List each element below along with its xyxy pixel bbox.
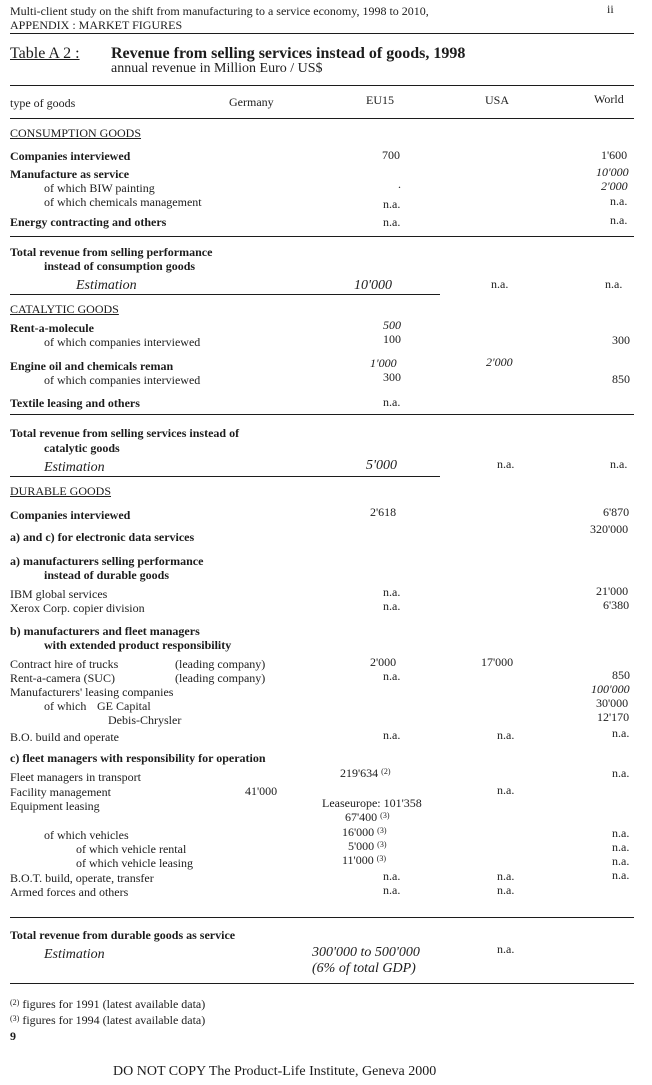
row-label: of which vehicles xyxy=(44,828,129,842)
row-note: (leading company) xyxy=(175,657,266,671)
section-rule xyxy=(10,414,634,415)
row-label: Manufacture as service xyxy=(10,167,130,181)
cell-usa: n.a. xyxy=(497,883,515,897)
cell-world: n.a. xyxy=(612,840,630,854)
cell-world: 6'870 xyxy=(603,505,630,519)
section-rule xyxy=(10,917,634,918)
row-label: Textile leasing and others xyxy=(10,396,140,410)
subsection-heading-cont: instead of durable goods xyxy=(44,568,170,582)
row-label: Companies interviewed xyxy=(10,149,131,163)
row-label: Manufacturers' leasing companies xyxy=(10,685,174,699)
cell-eu15: n.a. xyxy=(383,883,401,897)
total-label-cont: instead of consumption goods xyxy=(44,259,196,273)
cell-eu15: n.a. xyxy=(383,215,401,229)
subsection-heading: a) manufacturers selling performance xyxy=(10,554,204,568)
total-label-cont: catalytic goods xyxy=(44,441,120,455)
footer-copyright: DO NOT COPY The Product-Life Institute, Geneva 2000 xyxy=(113,1064,437,1079)
row-label: of which vehicle rental xyxy=(76,842,187,856)
estimation-eu15: 10'000 xyxy=(354,278,392,293)
cell-world: n.a. xyxy=(612,854,630,868)
cell-world: 21'000 xyxy=(596,584,629,598)
section-durable-heading: DURABLE GOODS xyxy=(10,484,112,498)
cell-world: n.a. xyxy=(610,213,628,227)
row-label: Rent-a-camera (SUC) xyxy=(10,671,115,685)
total-label: Total revenue from selling performance xyxy=(10,245,213,259)
subsection-heading-cont: with extended product responsibility xyxy=(44,638,232,652)
row-label: Facility management xyxy=(10,785,111,799)
cell-world: 850 xyxy=(612,668,630,682)
cell-eu15: 300 xyxy=(383,370,401,384)
appendix-label: APPENDIX : MARKET FIGURES xyxy=(10,18,183,32)
page-mark: 9 xyxy=(10,1029,16,1043)
cell-eu15: 500 xyxy=(383,318,401,332)
row-label: Armed forces and others xyxy=(10,885,129,899)
subsection-heading: a) and c) for electronic data services xyxy=(10,530,195,544)
col-usa-header: USA xyxy=(485,93,510,107)
cell-world: 1'600 xyxy=(601,148,628,162)
cell-eu15: 5'000 $^{(3)}$ xyxy=(348,839,387,853)
cell-world: 30'000 xyxy=(596,696,629,710)
cell-eu15: n.a. xyxy=(383,869,401,883)
row-label: B.O. build and operate xyxy=(10,730,119,744)
cell-world: 100'000 xyxy=(591,682,630,696)
cell-eu15: Leaseurope: 101'358 xyxy=(322,796,422,810)
estimation-usa: n.a. xyxy=(497,457,515,471)
cell-eu15: 2'000 xyxy=(370,655,397,669)
cell-eu15: 67'400 $^{(3)}$ xyxy=(345,810,390,824)
table-bottom-rule xyxy=(10,983,634,984)
cell-usa: 2'000 xyxy=(486,355,513,369)
row-label: Debis-Chrysler xyxy=(108,713,182,727)
cell-eu15: n.a. xyxy=(383,395,401,409)
section-consumption-heading: CONSUMPTION GOODS xyxy=(10,126,142,140)
footnote-3: $^{(3)}$ figures for 1994 (latest available data) xyxy=(10,1013,206,1027)
cell-world: 10'000 xyxy=(596,165,629,179)
cell-eu15: n.a. xyxy=(383,728,401,742)
cell-world: 300 xyxy=(612,333,630,347)
table-subtitle: annual revenue in Million Euro / US$ xyxy=(111,61,323,76)
table-title: Revenue from selling services instead of goods, 1998 xyxy=(111,45,466,62)
cell-world: 2'000 xyxy=(601,179,628,193)
cell-world: n.a. xyxy=(612,826,630,840)
estimation-world: n.a. xyxy=(610,457,628,471)
header-rule xyxy=(10,33,634,34)
study-title: Multi-client study on the shift from manufacturing to a service economy, 1998 to 2010, xyxy=(10,4,429,18)
cell-world: 850 xyxy=(612,372,630,386)
cell-eu15: n.a. xyxy=(383,585,401,599)
cell-world: 6'380 xyxy=(603,598,630,612)
section-rule xyxy=(10,236,634,237)
cell-usa: n.a. xyxy=(497,869,515,883)
row-label: Energy contracting and others xyxy=(10,215,167,229)
estimation-label: Estimation xyxy=(44,947,105,962)
header-row-rule xyxy=(10,118,634,119)
row-label: Rent-a-molecule xyxy=(10,321,94,335)
total-label: Total revenue from selling services instead of xyxy=(10,426,240,440)
estimation-eu15-note: (6% of total GDP) xyxy=(312,961,416,976)
row-note: (leading company) xyxy=(175,671,266,685)
row-label: of which companies interviewed xyxy=(44,373,201,387)
table-top-rule xyxy=(10,85,634,86)
cell-eu15: 11'000 $^{(3)}$ xyxy=(342,853,387,867)
row-label: IBM global services xyxy=(10,587,108,601)
total-label: Total revenue from durable goods as service xyxy=(10,928,236,942)
row-label-prefix: of which xyxy=(44,699,87,713)
row-label: of which BIW painting xyxy=(44,181,155,195)
cell-eu15: 2'618 xyxy=(370,505,397,519)
cell-world: 320'000 xyxy=(590,522,629,536)
row-label: B.O.T. build, operate, transfer xyxy=(10,871,154,885)
estimation-world: n.a. xyxy=(605,277,623,291)
subsection-heading: b) manufacturers and fleet managers xyxy=(10,624,200,638)
cell-eu15: 1'000 xyxy=(370,356,397,370)
estimation-usa: n.a. xyxy=(491,277,509,291)
cell-eu15: 700 xyxy=(382,148,400,162)
row-label: Fleet managers in transport xyxy=(10,770,141,784)
page-number: ii xyxy=(607,2,614,16)
col-eu15-header: EU15 xyxy=(366,93,394,107)
cell-world: 12'170 xyxy=(597,710,630,724)
estimation-label: Estimation xyxy=(44,460,105,475)
cell-eu15: n.a. xyxy=(383,599,401,613)
subsection-heading: c) fleet managers with responsibility for operation xyxy=(10,751,266,765)
row-label: GE Capital xyxy=(97,699,151,713)
cell-usa: n.a. xyxy=(497,783,515,797)
cell-eu15: 100 xyxy=(383,332,401,346)
estimation-rule xyxy=(10,476,440,477)
row-label: of which companies interviewed xyxy=(44,335,201,349)
row-label: of which chemicals management xyxy=(44,195,202,209)
estimation-label: Estimation xyxy=(76,278,137,293)
row-label: Engine oil and chemicals reman xyxy=(10,359,174,373)
cell-eu15: 16'000 $^{(3)}$ xyxy=(342,825,387,839)
row-label: Xerox Corp. copier division xyxy=(10,601,145,615)
footnote-2: $^{(2)}$ figures for 1991 (latest available data) xyxy=(10,997,206,1011)
cell-eu15: 219'634 $^{(2)}$ xyxy=(340,766,391,780)
row-label: Companies interviewed xyxy=(10,508,131,522)
cell-world: n.a. xyxy=(610,194,628,208)
cell-world: n.a. xyxy=(612,766,630,780)
cell-world: n.a. xyxy=(612,868,630,882)
section-catalytic-heading: CATALYTIC GOODS xyxy=(10,302,119,316)
cell-eu15: . xyxy=(398,177,401,191)
estimation-usa: n.a. xyxy=(497,942,515,956)
col-world-header: World xyxy=(594,92,624,106)
cell-eu15: n.a. xyxy=(383,669,401,683)
cell-usa: n.a. xyxy=(497,728,515,742)
row-label: Equipment leasing xyxy=(10,799,100,813)
col-germany-header: Germany xyxy=(229,95,274,109)
cell-germany: 41'000 xyxy=(245,784,278,798)
table-label: Table A 2 : xyxy=(10,45,80,62)
col-type-header: type of goods xyxy=(10,96,76,110)
cell-world: n.a. xyxy=(612,726,630,740)
cell-eu15: n.a. xyxy=(383,197,401,211)
row-label: of which vehicle leasing xyxy=(76,856,193,870)
cell-usa: 17'000 xyxy=(481,655,514,669)
estimation-rule xyxy=(10,294,440,295)
row-label: Contract hire of trucks xyxy=(10,657,119,671)
estimation-eu15: 5'000 xyxy=(366,458,397,473)
estimation-eu15: 300'000 to 500'000 xyxy=(312,945,420,960)
